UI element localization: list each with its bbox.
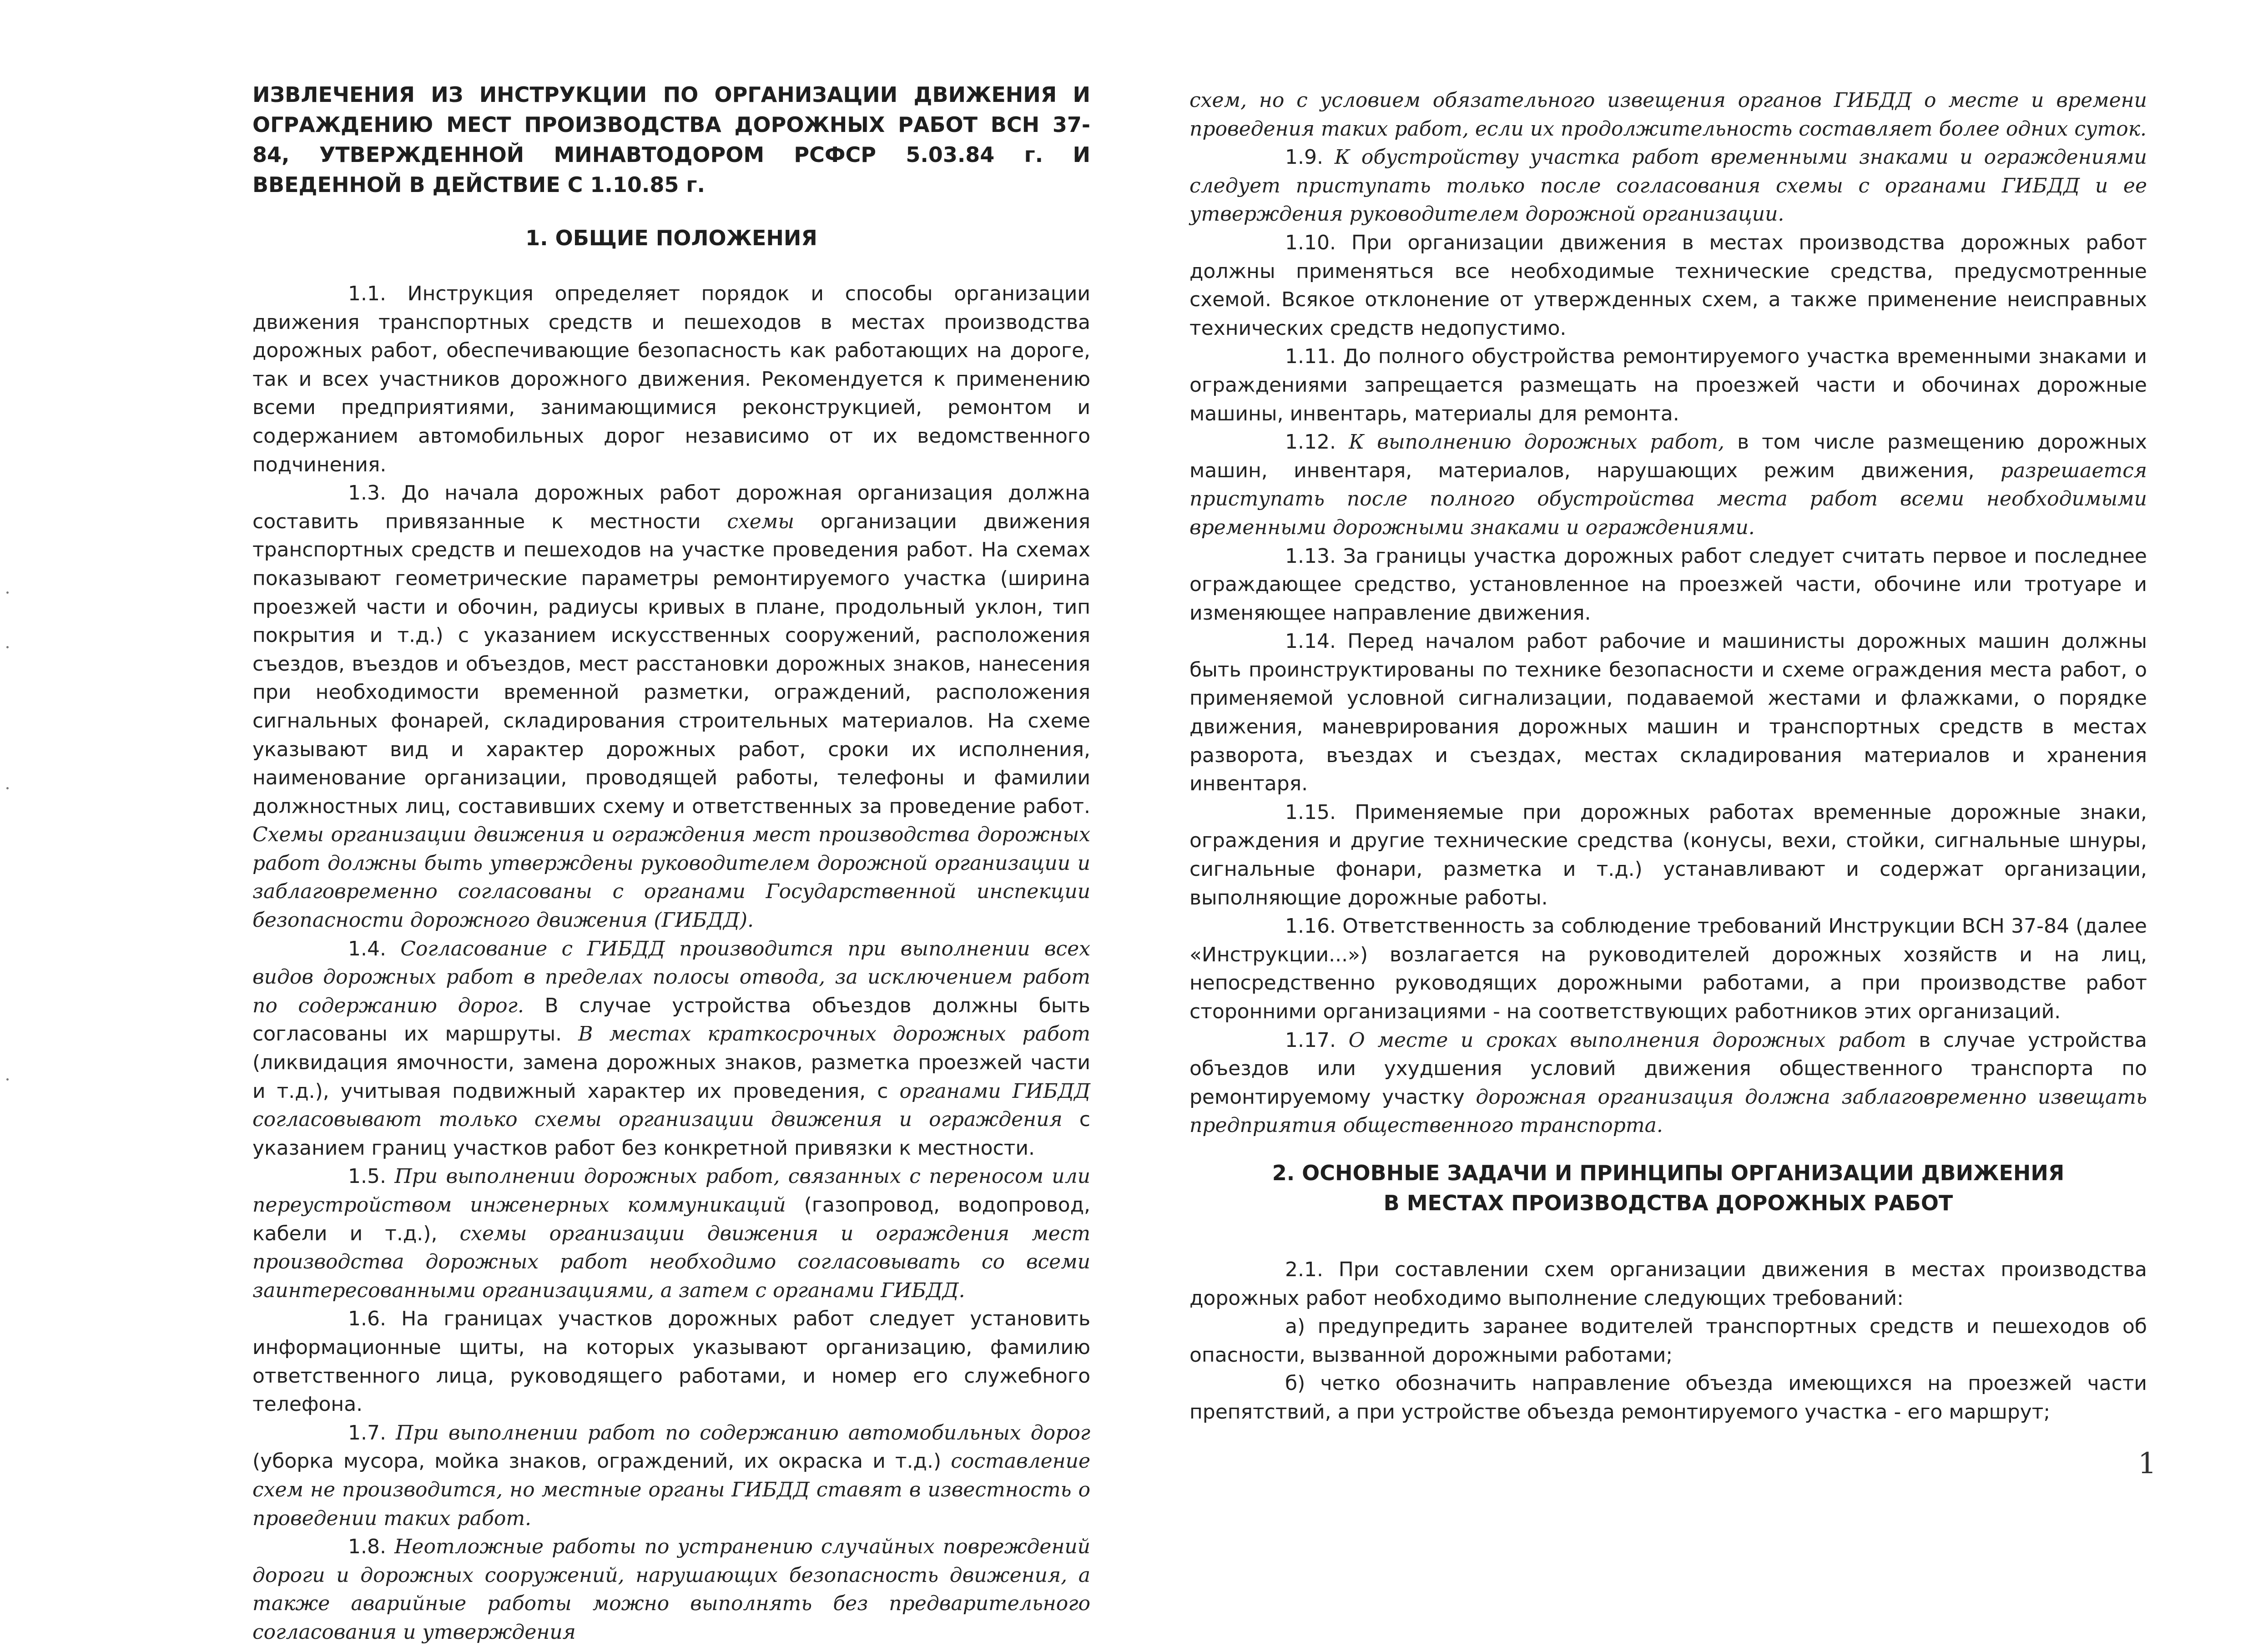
page-number: 1 — [2138, 1447, 2157, 1480]
section-1-body-continued — [1189, 86, 2147, 1140]
scan-speck — [6, 646, 9, 648]
section-1-body — [252, 280, 1090, 1647]
paragraph-1-5: 1.5. При выполнении дорожных работ, связанных с переносом или переустройством инженерных коммуникаций (газопровод, водопровод, кабели и т.д.), схемы организации движения и ограждения мест производства дорожных работ необходимо согласовывать со всеми заинтересованными организациями, а затем с органами ГИБДД. — [252, 1165, 1090, 1302]
paragraph-1-15: 1.15. Применяемые при дорожных работах временные дорожные знаки, ограждения и другие технические средства (конусы, вехи, стойки, сигнальные шнуры, сигнальные фонари, разметка и т.д.) устанавливают и содержат организации, выполняющие дорожные работы. — [1189, 800, 2147, 909]
paragraph-1-10: 1.10. При организации движения в местах производства дорожных работ должны применяться все необходимые технические средства, предусмотренные схемой. Всякое отклонение от утвержденных схем, а также применение неисправных технических средств недопустимо. — [1189, 231, 2147, 340]
section-2-body — [1189, 1256, 2147, 1427]
paragraph-1-1: 1.1. Инструкция определяет порядок и способы организации движения транспортных средств и пешеходов в местах производства дорожных работ, обеспечивающие безопасность как работающих на дороге, так и всех участников дорожного движения. Рекомендуется к применению всеми предприятиями, занимающимися реконструкцией, ремонтом и содержанием автомобильных дорог независимо от их ведомственного подчинения. — [252, 282, 1090, 476]
paragraph-1-12: 1.12. К выполнению дорожных работ, в том числе размещению дорожных машин, инвентаря, материалов, нарушающих режим движения, разрешается приступать после полного обустройства места работ всеми необходимыми временными дорожными знаками и ограждениями. — [1189, 430, 2147, 539]
section-2-heading-line-1: 2. ОСНОВНЫЕ ЗАДАЧИ И ПРИНЦИПЫ ОРГАНИЗАЦИИ ДВИЖЕНИЯ — [1272, 1161, 2065, 1185]
paragraph-1-14: 1.14. Перед началом работ рабочие и машинисты дорожных машин должны быть проинструктированы по технике безопасности и схеме ограждения места работ, о применяемой условной сигнализации, подаваемой жестами и флажками, о порядке движения, маневрирования дорожных машин и транспортных средств в местах разворота, въездах и съездах, местах складирования материалов и хранения инвентаря. — [1189, 630, 2147, 796]
paragraph-1-4: 1.4. Согласование с ГИБДД производится при выполнении всех видов дорожных работ в пределах полосы отвода, за исключением работ по содержанию дорог. В случае устройства объездов должны быть согласованы их маршруты. В местах краткосрочных дорожных работ (ликвидация ямочности, замена дорожных знаков, разметка проезжей части и т.д.), учитывая подвижный характер их проведения, с органами ГИБДД согласовывают только схемы организации движения и ограждения с указанием границ участков работ без конкретной привязки к местности. — [252, 937, 1091, 1160]
section-2-heading-line-2: В МЕСТАХ ПРОИЗВОДСТВА ДОРОЖНЫХ РАБОТ — [1383, 1191, 1953, 1215]
paragraph-2-1-b: б) четко обозначить направление объезда имеющихся на проезжей части препятствий, а при устройстве объезда ремонтируемого участка - его маршрут; — [1189, 1372, 2147, 1424]
paragraph-1-16: 1.16. Ответственность за соблюдение требований Инструкции ВСН 37-84 (далее «Инструкции...») возлагается на руководителей дорожных хозяйств и на лиц, непосредственно руководящих дорожными работами, а при производстве работ сторонними организациями - на соответствующих работников этих организаций. — [1189, 914, 2147, 1023]
scan-speck — [6, 787, 9, 789]
paragraph-1-7: 1.7. При выполнении работ по содержанию автомобильных дорог (уборка мусора, мойка знаков, ограждений, их окраска и т.д.) составление схем не производится, но местные органы ГИБДД ставят в известность о проведении таких работ. — [252, 1421, 1090, 1530]
paragraph-2-1-a: а) предупредить заранее водителей транспортных средств и пешеходов об опасности, вызванной дорожными работами; — [1189, 1315, 2147, 1367]
paragraph-1-6: 1.6. На границах участков дорожных работ следует установить информационные щиты, на которых указывают организацию, фамилию ответственного лица, руководящего работами, и номер его служебного телефона. — [252, 1307, 1090, 1416]
scan-speck — [6, 1078, 9, 1081]
paragraph-1-8: 1.8. Неотложные работы по устранению случайных повреждений дороги и дорожных сооружений, нарушающих безопасность движения, а также аварийные работы можно выполнять без предварительного согласования и утверждения — [252, 1535, 1090, 1644]
section-1-heading: 1. ОБЩИЕ ПОЛОЖЕНИЯ — [525, 226, 817, 250]
paragraph-2-1: 2.1. При составлении схем организации движения в местах производства дорожных работ необходимо выполнение следующих требований: — [1189, 1258, 2147, 1310]
document-title: ИЗВЛЕЧЕНИЯ ИЗ ИНСТРУКЦИИ ПО ОРГАНИЗАЦИИ ДВИЖЕНИЯ И ОГРАЖДЕНИЮ МЕСТ ПРОИЗВОДСТВА ДОРОЖНЫХ РАБОТ ВСН 37-84, УТВЕРЖДЕННОЙ МИНАВТОДОРОМ РСФСР 5.03.84 г. И ВВЕДЕННОЙ В ДЕЙСТВИЕ С 1.10.85 г. — [252, 82, 1090, 197]
paragraph-1-8-continued: схем, но с условием обязательного извещения органов ГИБДД о месте и времени проведения таких работ, если их продолжительность составляет более одних суток. — [1189, 89, 2147, 141]
paragraph-1-11: 1.11. До полного обустройства ремонтируемого участка временными знаками и ограждениями запрещается размещать на проезжей части и обочинах дорожные машины, инвентарь, материалы для ремонта. — [1189, 345, 2147, 425]
paragraph-1-17: 1.17. О месте и сроках выполнения дорожных работ в случае устройства объездов или ухудшения условий движения общественного транспорта по ремонтируемому участку дорожная организация должна заблаговременно извещать предприятия общественного транспорта. — [1189, 1028, 2147, 1137]
paragraph-1-3: 1.3. До начала дорожных работ дорожная организация должна составить привязанные к местности схемы организации движения транспортных средств и пешеходов на участке проведения работ. На схемах показывают геометрические параметры ремонтируемого участка (ширина проезжей части и обочин, радиусы кривых в плане, продольный уклон, тип покрытия и т.д.) с указанием искусственных сооружений, расположения съездов, въездов и объездов, мест расстановки дорожных знаков, нанесения при необходимости временной разметки, ограждений, расположения сигнальных фонарей, складирования строительных материалов. На схеме указывают вид и характер дорожных работ, сроки их исполнения, наименование организации, проводящей работы, телефоны и фамилии должностных лиц, составивших схему и ответственных за проведение работ. Схемы организации движения и ограждения мест производства дорожных работ должны быть утверждены руководителем дорожной организации и заблаговременно согласованы с органами Государственной инспекции безопасности дорожного движения (ГИБДД). — [252, 481, 1090, 932]
paragraph-1-13: 1.13. За границы участка дорожных работ следует считать первое и последнее ограждающее средство, установленное на проезжей части, обочине или тротуаре и изменяющее направление движения. — [1189, 544, 2147, 625]
scan-speck — [6, 591, 9, 594]
paragraph-1-9: 1.9. К обустройству участка работ временными знаками и ограждениями следует приступать только после согласования схемы с органами ГИБДД и ее утверждения руководителем дорожной организации. — [1189, 146, 2147, 226]
section-2-heading — [1189, 1158, 2147, 1218]
